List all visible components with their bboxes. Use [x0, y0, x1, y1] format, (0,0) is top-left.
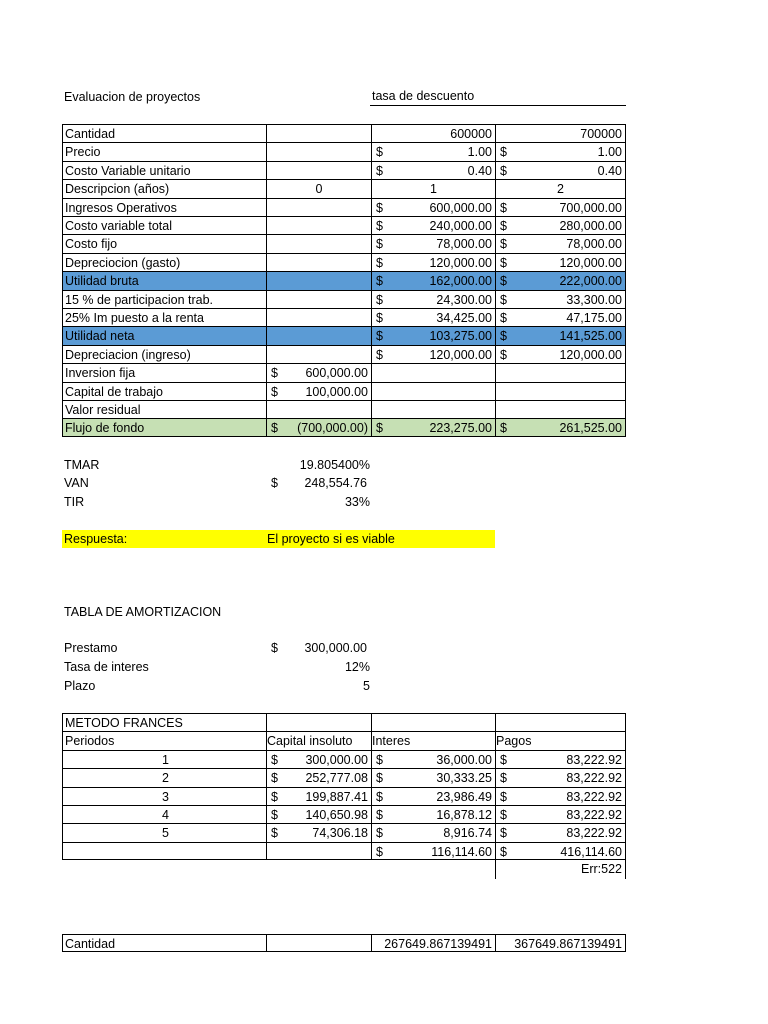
- cell-amount: 120,000.00: [429, 347, 492, 362]
- cell-year-1[interactable]: [371, 308, 495, 326]
- sheet-title: Evaluacion de proyectos: [64, 90, 201, 104]
- table-row: [62, 345, 626, 363]
- cell-year-2[interactable]: [495, 271, 626, 289]
- cell-period[interactable]: [62, 750, 266, 768]
- cell-amount: 1.00: [597, 145, 622, 160]
- currency-symbol: $: [500, 274, 507, 289]
- cell-empty[interactable]: [495, 713, 626, 731]
- cell-text: Precio: [65, 145, 101, 160]
- loan-label: Prestamo: [64, 641, 118, 655]
- loan-currency: $: [271, 641, 278, 655]
- cell-year-0[interactable]: [266, 198, 371, 216]
- cell-year-0[interactable]: [266, 400, 371, 418]
- cell-text: Capital insoluto: [267, 734, 353, 749]
- row-label[interactable]: [62, 345, 266, 363]
- cell-amount: 47,175.00: [566, 311, 622, 325]
- cell-year-0[interactable]: [266, 161, 371, 179]
- row-label[interactable]: [62, 290, 266, 308]
- cell-text: Cantidad: [65, 127, 116, 141]
- currency-symbol: $: [376, 237, 383, 252]
- cell-value[interactable]: [495, 934, 626, 952]
- cell-amount: 16,878.12: [436, 808, 492, 822]
- answer-text: El proyecto si es viable: [267, 532, 395, 546]
- answer-row[interactable]: [62, 530, 495, 548]
- cell-amount: 300,000.00: [305, 752, 368, 767]
- cell-interest[interactable]: [371, 787, 495, 805]
- cell-year-1[interactable]: [371, 179, 495, 197]
- cell-capital[interactable]: [266, 823, 371, 841]
- row-label[interactable]: [62, 934, 266, 952]
- row-label[interactable]: [62, 161, 266, 179]
- cell-year-2[interactable]: [495, 382, 626, 400]
- table-row: [62, 179, 626, 197]
- cell-year-0[interactable]: [266, 418, 371, 436]
- table-row: [62, 326, 626, 344]
- row-label[interactable]: [62, 363, 266, 381]
- cell-empty[interactable]: [266, 713, 371, 731]
- cell-year-2[interactable]: [495, 179, 626, 197]
- table-row: [62, 308, 626, 326]
- cell-period[interactable]: [62, 768, 266, 786]
- cell-amount: 116,114.60: [431, 844, 492, 859]
- currency-symbol: $: [376, 771, 383, 786]
- totals-row: [62, 842, 626, 860]
- cell-amount: 33,300.00: [566, 292, 622, 307]
- cell-amount: 261,525.00: [559, 421, 622, 436]
- header-interest[interactable]: [371, 731, 495, 749]
- table-row: [62, 271, 626, 289]
- row-label[interactable]: [62, 198, 266, 216]
- cell-year-1[interactable]: [371, 418, 495, 436]
- error-cell[interactable]: [495, 860, 626, 878]
- cell-year-1[interactable]: [371, 363, 495, 381]
- currency-symbol: $: [500, 844, 507, 859]
- row-label[interactable]: [62, 253, 266, 271]
- currency-symbol: $: [271, 789, 278, 804]
- cell-amount: 103,275.00: [429, 329, 492, 344]
- cell-text: Err:522: [581, 862, 622, 877]
- cell-text: Interes: [372, 734, 411, 749]
- currency-symbol: $: [376, 329, 383, 344]
- cell-year-1[interactable]: [371, 161, 495, 179]
- cell-text: Costo variable total: [65, 219, 173, 233]
- cell-amount: 30,333.25: [436, 771, 492, 786]
- row-label[interactable]: [62, 382, 266, 400]
- cell-interest[interactable]: [371, 750, 495, 768]
- table-row: [62, 253, 626, 271]
- cell-empty[interactable]: [371, 713, 495, 731]
- cell-capital[interactable]: [266, 805, 371, 823]
- currency-symbol: $: [376, 292, 383, 307]
- table-row: [62, 198, 626, 216]
- row-label[interactable]: [62, 308, 266, 326]
- cell-text: Inversion fija: [65, 366, 136, 381]
- currency-symbol: $: [376, 255, 383, 270]
- cell-amount: 600,000.00: [429, 200, 492, 215]
- rate-label: tasa de descuento: [372, 89, 475, 103]
- cell-amount: 78,000.00: [436, 237, 492, 252]
- header-row: [62, 713, 626, 731]
- cell-year-0[interactable]: [266, 124, 371, 142]
- header-row: [62, 731, 626, 749]
- table-row: [62, 823, 626, 841]
- cell-interest[interactable]: [371, 805, 495, 823]
- cell-year-2[interactable]: [495, 161, 626, 179]
- cell-amount: 162,000.00: [429, 274, 492, 289]
- table-row: [62, 161, 626, 179]
- currency-symbol: $: [271, 752, 278, 767]
- cell-year-0[interactable]: [266, 345, 371, 363]
- cell-interest[interactable]: [371, 823, 495, 841]
- cell-amount: 74,306.18: [312, 826, 368, 841]
- cell-year-1[interactable]: [371, 216, 495, 234]
- row-label[interactable]: [62, 179, 266, 197]
- loan-value[interactable]: 300,000.00: [304, 641, 367, 655]
- currency-symbol: $: [376, 274, 383, 289]
- cell-year-0[interactable]: [266, 271, 371, 289]
- cell-text: 5: [162, 826, 169, 841]
- table-row: [62, 934, 626, 952]
- cell-period[interactable]: [62, 787, 266, 805]
- currency-symbol: $: [500, 292, 507, 307]
- cell-payment[interactable]: [495, 787, 626, 805]
- cell-payment[interactable]: [495, 823, 626, 841]
- cell-text: Pagos: [496, 734, 532, 749]
- rate-label: Tasa de interes: [64, 660, 149, 674]
- total-payment[interactable]: [495, 842, 626, 860]
- cell-year-1[interactable]: [371, 142, 495, 160]
- cell-year-0[interactable]: [266, 363, 371, 381]
- cell-year-2[interactable]: [495, 345, 626, 363]
- total-interest[interactable]: [371, 842, 495, 860]
- cell-interest[interactable]: [371, 768, 495, 786]
- currency-symbol: $: [376, 200, 383, 215]
- rate-label-cell[interactable]: [370, 87, 626, 106]
- cell-amount: 700,000.00: [559, 200, 622, 215]
- cell-amount: 83,222.92: [566, 752, 622, 767]
- currency-symbol: $: [500, 826, 507, 841]
- cell-year-1[interactable]: [371, 326, 495, 344]
- cell-amount: 600,000.00: [305, 366, 368, 381]
- cell-text: Utilidad neta: [65, 329, 135, 344]
- table-row: [62, 142, 626, 160]
- cell-empty[interactable]: [266, 934, 371, 952]
- cell-year-1[interactable]: [371, 382, 495, 400]
- row-label[interactable]: [62, 216, 266, 234]
- cell-text: 15 % de participacion trab.: [65, 292, 214, 307]
- cell-text: Costo fijo: [65, 237, 118, 252]
- cell-amount: 222,000.00: [559, 274, 622, 289]
- cell-payment[interactable]: [495, 768, 626, 786]
- cell-text: 367649.867139491: [514, 937, 622, 951]
- header-periods[interactable]: [62, 731, 266, 749]
- currency-symbol: $: [271, 826, 278, 841]
- currency-symbol: $: [376, 752, 383, 767]
- table-row: [62, 216, 626, 234]
- cell-payment[interactable]: [495, 805, 626, 823]
- row-label[interactable]: [62, 271, 266, 289]
- cell-year-0[interactable]: [266, 179, 371, 197]
- cell-amount: 120,000.00: [559, 255, 622, 270]
- cell-year-1[interactable]: [371, 124, 495, 142]
- cell-amount: 78,000.00: [566, 237, 622, 252]
- currency-symbol: $: [376, 219, 383, 233]
- currency-symbol: $: [500, 752, 507, 767]
- tmar-value[interactable]: 19.805400%: [299, 458, 370, 472]
- van-value[interactable]: 248,554.76: [304, 476, 367, 490]
- tir-value[interactable]: 33%: [344, 495, 370, 509]
- cell-year-0[interactable]: [266, 216, 371, 234]
- cell-year-0[interactable]: [266, 253, 371, 271]
- cell-text: 1: [430, 182, 437, 197]
- currency-symbol: $: [376, 826, 383, 841]
- cell-amount: 223,275.00: [429, 421, 492, 436]
- table-row: [62, 124, 626, 142]
- cell-text: 700000: [580, 127, 622, 141]
- currency-symbol: $: [500, 311, 507, 325]
- cell-amount: 120,000.00: [429, 255, 492, 270]
- cell-text: 1: [162, 752, 169, 767]
- cell-text: 600000: [450, 127, 492, 141]
- currency-symbol: $: [500, 789, 507, 804]
- cell-amount: 141,525.00: [559, 329, 622, 344]
- cell-text: 267649.867139491: [384, 937, 492, 951]
- cell-amount: 100,000.00: [305, 384, 368, 399]
- currency-symbol: $: [500, 421, 507, 436]
- cell-text: Cantidad: [65, 937, 116, 951]
- currency-symbol: $: [376, 421, 383, 436]
- van-currency: $: [271, 476, 278, 490]
- cell-year-2[interactable]: [495, 124, 626, 142]
- cell-year-2[interactable]: [495, 326, 626, 344]
- currency-symbol: $: [271, 771, 278, 786]
- cell-amount: 36,000.00: [436, 752, 492, 767]
- currency-symbol: $: [500, 347, 507, 362]
- cell-text: 2: [162, 771, 169, 786]
- table-row: [62, 787, 626, 805]
- currency-symbol: $: [500, 219, 507, 233]
- currency-symbol: $: [500, 808, 507, 822]
- cell-amount: 83,222.92: [566, 789, 622, 804]
- cell-year-1[interactable]: [371, 253, 495, 271]
- cell-text: Depreciacion (ingreso): [65, 347, 191, 362]
- cell-empty[interactable]: [62, 842, 266, 860]
- table-row: [62, 418, 626, 436]
- cell-year-1[interactable]: [371, 198, 495, 216]
- currency-symbol: $: [500, 329, 507, 344]
- table-row: [62, 400, 626, 418]
- table-row: [62, 363, 626, 381]
- header-payments[interactable]: [495, 731, 626, 749]
- cell-text: Descripcion (años): [65, 182, 170, 197]
- currency-symbol: $: [500, 771, 507, 786]
- cell-year-0[interactable]: [266, 290, 371, 308]
- currency-symbol: $: [271, 366, 278, 381]
- cell-text: Ingresos Operativos: [65, 200, 177, 215]
- cell-year-2[interactable]: [495, 253, 626, 271]
- table-row: [62, 234, 626, 252]
- currency-symbol: $: [271, 421, 278, 436]
- currency-symbol: $: [376, 808, 383, 822]
- answer-label: Respuesta:: [64, 532, 128, 546]
- currency-symbol: $: [376, 844, 383, 859]
- cell-amount: 240,000.00: [429, 219, 492, 233]
- cell-amount: 120,000.00: [559, 347, 622, 362]
- cell-amount: 8,916.74: [443, 826, 492, 841]
- cell-text: Depreciocion (gasto): [65, 255, 181, 270]
- cell-empty[interactable]: [266, 842, 371, 860]
- cell-text: Periodos: [65, 734, 115, 749]
- cell-year-2[interactable]: [495, 400, 626, 418]
- cell-amount: 0.40: [467, 163, 492, 178]
- row-label[interactable]: [62, 142, 266, 160]
- table-row: [62, 382, 626, 400]
- cell-text: 25% Im puesto a la renta: [65, 311, 204, 325]
- error-row: [62, 860, 626, 878]
- cell-amount: 83,222.92: [566, 808, 622, 822]
- method-label[interactable]: [62, 713, 266, 731]
- cell-text: 0: [315, 182, 323, 197]
- cell-year-1[interactable]: [371, 271, 495, 289]
- cell-amount: 83,222.92: [566, 826, 622, 841]
- cell-text: 2: [557, 182, 564, 197]
- cell-value[interactable]: [371, 934, 495, 952]
- cell-capital[interactable]: [266, 787, 371, 805]
- cell-year-2[interactable]: [495, 290, 626, 308]
- table-row: [62, 768, 626, 786]
- cell-year-1[interactable]: [371, 290, 495, 308]
- cell-text: 3: [162, 789, 169, 804]
- row-label[interactable]: [62, 234, 266, 252]
- cell-year-2[interactable]: [495, 216, 626, 234]
- cell-year-2[interactable]: [495, 363, 626, 381]
- cell-payment[interactable]: [495, 750, 626, 768]
- row-label[interactable]: [62, 124, 266, 142]
- currency-symbol: $: [500, 237, 507, 252]
- cell-capital[interactable]: [266, 750, 371, 768]
- table-row: [62, 290, 626, 308]
- currency-symbol: $: [500, 200, 507, 215]
- van-label: VAN: [64, 476, 89, 490]
- currency-symbol: $: [376, 789, 383, 804]
- cell-text: 4: [162, 808, 169, 822]
- cell-amount: (700,000.00): [297, 421, 368, 436]
- cell-amount: 252,777.08: [305, 771, 368, 786]
- header-capital[interactable]: [266, 731, 371, 749]
- cell-period[interactable]: [62, 823, 266, 841]
- cell-year-0[interactable]: [266, 142, 371, 160]
- cell-year-2[interactable]: [495, 142, 626, 160]
- currency-symbol: $: [271, 808, 278, 822]
- cell-year-0[interactable]: [266, 308, 371, 326]
- term-label: Plazo: [64, 679, 96, 693]
- cell-year-1[interactable]: [371, 345, 495, 363]
- cell-amount: 416,114.60: [560, 844, 622, 859]
- cell-year-2[interactable]: [495, 308, 626, 326]
- cell-year-0[interactable]: [266, 326, 371, 344]
- rate-value[interactable]: 12%: [344, 660, 370, 674]
- cell-period[interactable]: [62, 805, 266, 823]
- cell-text: Costo Variable unitario: [65, 163, 191, 178]
- currency-symbol: $: [271, 384, 278, 399]
- cell-amount: 140,650.98: [305, 808, 368, 822]
- currency-symbol: $: [376, 145, 383, 160]
- cell-text: Flujo de fondo: [65, 421, 145, 436]
- cell-year-0[interactable]: [266, 234, 371, 252]
- cell-year-2[interactable]: [495, 198, 626, 216]
- cell-amount: 199,887.41: [305, 789, 368, 804]
- tmar-label: TMAR: [64, 458, 100, 472]
- cell-amount: 83,222.92: [566, 771, 622, 786]
- currency-symbol: $: [376, 311, 383, 325]
- cell-year-1[interactable]: [371, 234, 495, 252]
- currency-symbol: $: [376, 163, 383, 178]
- tir-label: TIR: [64, 495, 85, 509]
- currency-symbol: $: [500, 163, 507, 178]
- cell-year-1[interactable]: [371, 400, 495, 418]
- currency-symbol: $: [500, 145, 507, 160]
- currency-symbol: $: [376, 347, 383, 362]
- cell-text: Capital de trabajo: [65, 384, 163, 399]
- table-row: [62, 750, 626, 768]
- cell-year-0[interactable]: [266, 382, 371, 400]
- row-label[interactable]: [62, 326, 266, 344]
- term-value[interactable]: 5: [363, 679, 370, 693]
- row-label[interactable]: [62, 400, 266, 418]
- cell-amount: 280,000.00: [559, 219, 622, 233]
- cell-year-2[interactable]: [495, 234, 626, 252]
- cell-amount: 23,986.49: [436, 789, 492, 804]
- cell-amount: 0.40: [597, 163, 622, 178]
- cell-text: Valor residual: [65, 403, 141, 417]
- cell-amount: 1.00: [467, 145, 492, 160]
- row-label[interactable]: [62, 418, 266, 436]
- currency-symbol: $: [500, 255, 507, 270]
- cell-amount: 34,425.00: [436, 311, 492, 325]
- cell-year-2[interactable]: [495, 418, 626, 436]
- table-row: [62, 805, 626, 823]
- amortization-title: TABLA DE AMORTIZACION: [64, 605, 222, 619]
- cell-text: Utilidad bruta: [65, 274, 139, 289]
- cell-text: METODO FRANCES: [65, 716, 183, 730]
- cell-amount: 24,300.00: [436, 292, 492, 307]
- cell-capital[interactable]: [266, 768, 371, 786]
